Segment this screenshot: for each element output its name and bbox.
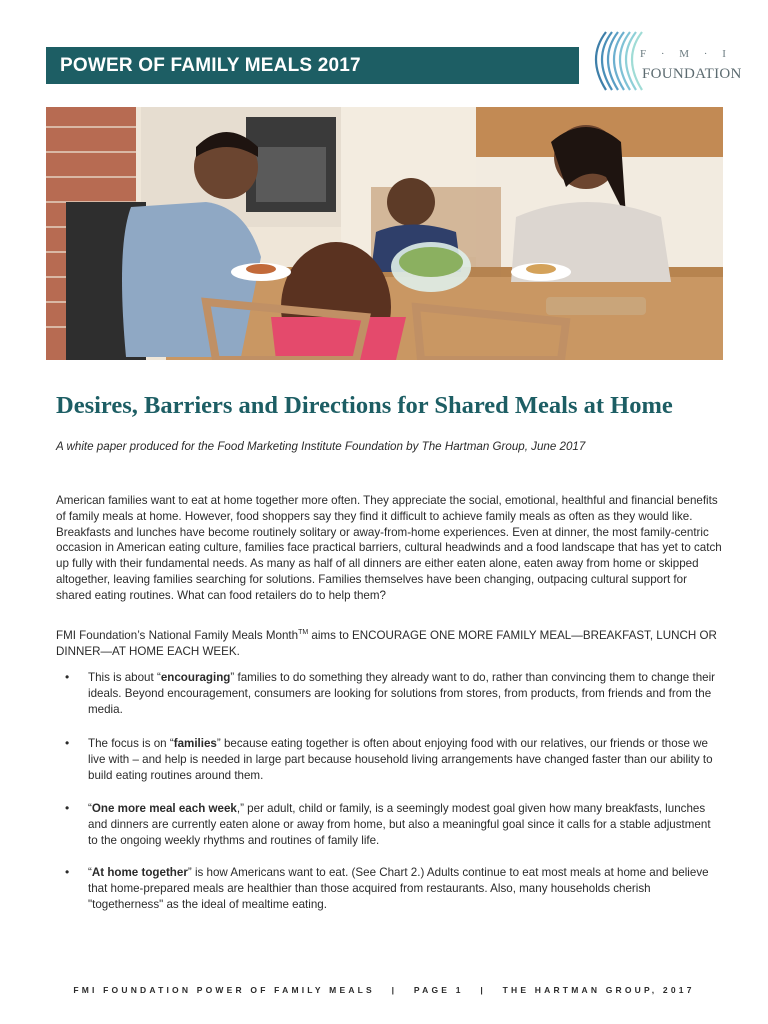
page-footer [0, 985, 768, 995]
fmi-foundation-logo [584, 28, 724, 94]
trademark-sup: TM [298, 629, 309, 636]
bullet-text [88, 865, 722, 912]
footer-right: THE HARTMAN GROUP, 2017 [502, 985, 695, 995]
subtitle: A white paper produced for the Food Marketing Institute Foundation by The Hartman Group, June 2017 [56, 440, 586, 453]
hero-family-photo [46, 107, 723, 360]
bullet-post: ” families to do something they already want to do, rather than convincing them to change their ideals. Beyond encouragement, consumers are looking for solutions from stores, from products, from friends and from the media. [88, 671, 716, 716]
bullet-bold: At home together [91, 866, 188, 879]
bullet-icon: • [65, 736, 70, 750]
footer-sep: | [480, 985, 486, 995]
bullet-post: ,” per adult, child or family, is a seemingly modest goal given how many breakfasts, lunches and dinners are currently eaten alone or away from home, but also a meaningful goal since it calls for a stable adjustment to the ongoing weekly rhythms and routines of family life. [88, 802, 711, 847]
bullet-icon: • [65, 670, 70, 684]
campaign-text-b: aims to ENCOURAGE ONE MORE FAMILY MEAL—BREAKFAST, LUNCH OR DINNER—AT HOME EACH WEEK. [56, 628, 717, 658]
footer-sep: | [391, 985, 398, 995]
page-title: Desires, Barriers and Directions for Shared Meals at Home [56, 392, 673, 419]
bullet-pre: This is about “ [88, 671, 161, 684]
intro-paragraph: American families want to eat at home together more often. They appreciate the social, emotional, healthful and financial benefits of family meals at home. However, food shoppers say they find it difficult to achieve family meals as often as they would like. Breakfasts and lunches have become routinely solitary or away-from-home experiences. Even at dinner, the most family-centric occasion in American eating culture, families face practical barriers, cultural headwinds and a food landscape that has yet to catch up fully with their fundamental needs. As many as half of all dinners are either eaten alone, eaten away from home or skipped altogether, leaving families searching for solutions. Families themselves have been changing, outpacing cultural support for shared eating routines. What can food retailers do to help them? [56, 494, 722, 602]
bullet-icon: • [65, 865, 70, 879]
bullet-bold: families [173, 737, 217, 750]
bullet-pre: The focus is on “ [88, 737, 174, 750]
bullet-text [88, 670, 722, 717]
bullet-pre: “ [88, 866, 92, 879]
banner-title: POWER OF FAMILY MEALS 2017 [46, 47, 579, 84]
bullet-text [88, 736, 722, 783]
bullet-pre: “ [88, 802, 92, 815]
bullet-text [88, 801, 722, 848]
logo-stripes-icon [596, 32, 642, 90]
bullet-post: ” because eating together is often about enjoying food with our relatives, our friends or those we live with – and help is needed in large part because household living arrangements have changed faster than our ability to build eating routines around them. [88, 737, 713, 782]
campaign-paragraph [56, 625, 722, 659]
footer-left: FMI FOUNDATION POWER OF FAMILY MEALS [73, 985, 375, 995]
footer-page-number: PAGE 1 [413, 985, 464, 995]
bullet-post: ” is how Americans want to eat. (See Chart 2.) Adults continue to eat most meals at home and believe that home-prepared meals are healthier than those acquired from restaurants. Also, many households cherish "togetherness" as the ideal of mealtime eating. [88, 866, 709, 911]
bullet-bold: One more meal each week [91, 802, 237, 815]
logo-foundation-text: FOUNDATION [642, 66, 742, 82]
bullet-icon: • [65, 801, 70, 815]
bullet-bold: encouraging [160, 671, 231, 684]
campaign-text-a: FMI Foundation’s National Family Meals Month [56, 628, 299, 642]
logo-fmi-text: F · M · I [640, 48, 732, 60]
